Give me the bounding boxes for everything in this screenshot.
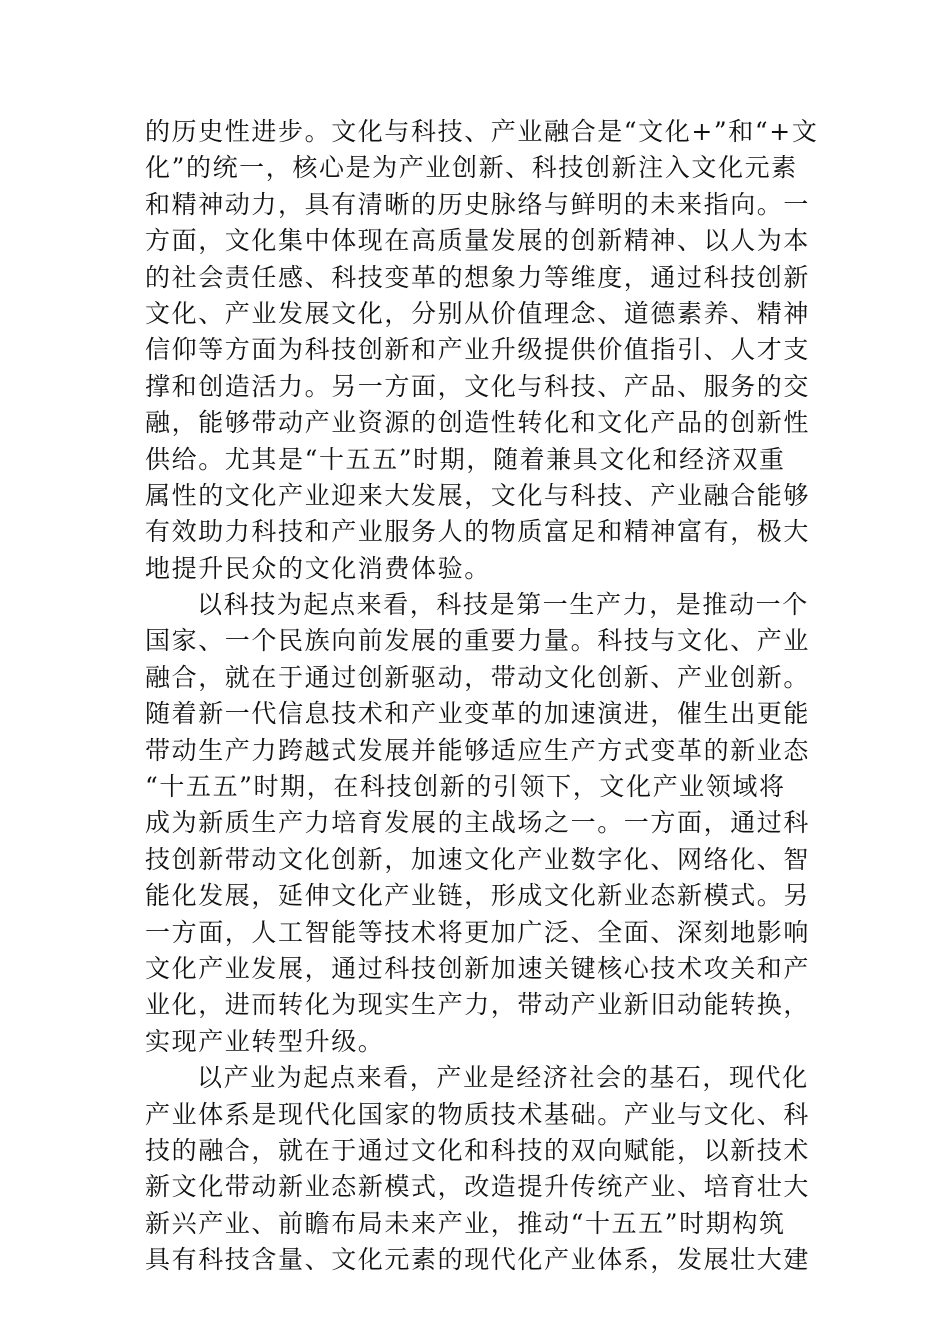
- paragraph-first-line: 以科技为起点来看，科技是第一生产力，是推动一个: [197, 590, 809, 620]
- text-line: 的历史性进步。文化与科技、产业融合是“文化+”和“+文: [145, 117, 819, 146]
- text-line: 国家、一个民族向前发展的重要力量。科技与文化、产业: [145, 626, 811, 656]
- text-line: 带动生产力跨越式发展并能够适应生产方式变革的新业态: [145, 735, 811, 765]
- text-line: 融，能够带动产业资源的创造性转化和文化产品的创新性: [145, 408, 811, 438]
- text-line: 新兴产业、前瞻布局未来产业，推动“十五五”时期构筑: [145, 1208, 786, 1238]
- text-line: 产业体系是现代化国家的物质技术基础。产业与文化、科: [145, 1099, 811, 1129]
- text-line: 方面，文化集中体现在高质量发展的创新精神、以人为本: [145, 226, 811, 256]
- text-line: 一方面，人工智能等技术将更加广泛、全面、深刻地影响: [145, 917, 811, 947]
- text-line: 属性的文化产业迎来大发展，文化与科技、产业融合能够: [145, 480, 811, 510]
- body-text: [145, 114, 819, 1279]
- text-line: “十五五”时期，在科技创新的引领下，文化产业领域将: [145, 772, 786, 802]
- text-line: 新文化带动新业态新模式，改造提升传统产业、培育壮大: [145, 1172, 811, 1202]
- text-line: 文化、产业发展文化，分别从价值理念、道德素养、精神: [145, 298, 811, 328]
- text-line: 能化发展，延伸文化产业链，形成文化新业态新模式。另: [145, 881, 811, 911]
- text-line: 信仰等方面为科技创新和产业升级提供价值指引、人才支: [145, 335, 811, 365]
- text-line: 业化，进而转化为现实生产力，带动产业新旧动能转换，: [145, 990, 811, 1020]
- text-line: 文化产业发展，通过科技创新加速关键核心技术攻关和产: [145, 953, 811, 983]
- text-line: 实现产业转型升级。: [145, 1026, 385, 1056]
- text-line: 地提升民众的文化消费体验。: [145, 553, 491, 583]
- text-line: 技的融合，就在于通过文化和科技的双向赋能，以新技术: [145, 1135, 811, 1165]
- paragraph-first-line: 以产业为起点来看，产业是经济社会的基石，现代化: [197, 1063, 809, 1093]
- text-line: 撑和创造活力。另一方面，文化与科技、产品、服务的交: [145, 371, 811, 401]
- text-line: 技创新带动文化创新，加速文化产业数字化、网络化、智: [145, 844, 811, 874]
- text-line: 和精神动力，具有清晰的历史脉络与鲜明的未来指向。一: [145, 189, 811, 219]
- text-line: 的社会责任感、科技变革的想象力等维度，通过科技创新: [145, 262, 811, 292]
- text-line: 有效助力科技和产业服务人的物质富足和精神富有，极大: [145, 517, 811, 547]
- text-line: 供给。尤其是“十五五”时期，随着兼具文化和经济双重: [145, 444, 786, 474]
- text-line: 随着新一代信息技术和产业变革的加速演进，催生出更能: [145, 699, 811, 729]
- text-line: 具有科技含量、文化元素的现代化产业体系，发展壮大建: [145, 1245, 811, 1275]
- text-line: 成为新质生产力培育发展的主战场之一。一方面，通过科: [145, 808, 811, 838]
- text-line: 融合，就在于通过创新驱动，带动文化创新、产业创新。: [145, 662, 811, 692]
- text-line: 化”的统一，核心是为产业创新、科技创新注入文化元素: [145, 153, 798, 183]
